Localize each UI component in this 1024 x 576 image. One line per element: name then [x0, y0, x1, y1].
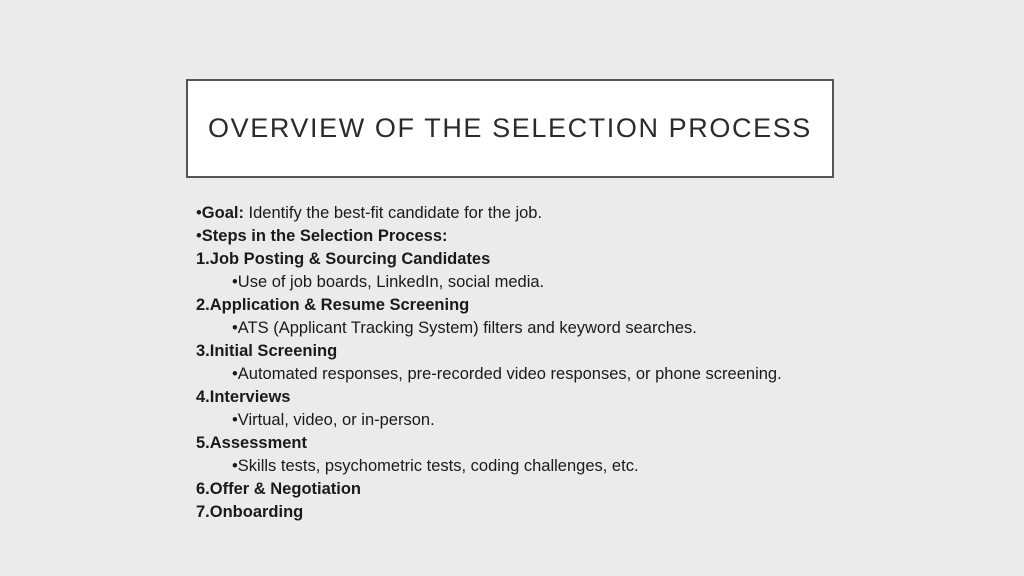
- step-title: Initial Screening: [209, 342, 338, 360]
- step-title: Interviews: [209, 388, 291, 406]
- step-3: [196, 340, 996, 363]
- steps-heading-line: [196, 225, 996, 248]
- bullet: •: [196, 227, 202, 245]
- steps-heading: Steps in the Selection Process:: [201, 227, 448, 245]
- goal-text: Identify the best-fit candidate for the job.: [248, 204, 543, 222]
- step-number: 5.: [196, 434, 210, 452]
- step-number: 7.: [196, 503, 210, 521]
- step-2: [196, 294, 996, 317]
- step-2-detail: •ATS (Applicant Tracking System) filters and keyword searches.: [232, 319, 697, 337]
- step-5-detail: •Skills tests, psychometric tests, coding challenges, etc.: [232, 457, 639, 475]
- goal-line: [196, 202, 996, 225]
- step-5: [196, 432, 996, 455]
- step-4-detail: •Virtual, video, or in-person.: [232, 411, 435, 429]
- step-1-detail: •Use of job boards, LinkedIn, social media.: [232, 273, 545, 291]
- slide-title-box: [186, 79, 834, 178]
- step-title: Application & Resume Screening: [209, 296, 470, 314]
- step-number: 2.: [196, 296, 210, 314]
- step-7: [196, 501, 996, 524]
- step-1: [196, 248, 996, 271]
- goal-label: Goal:: [201, 204, 244, 222]
- step-6: [196, 478, 996, 501]
- step-number: 1.: [196, 250, 210, 268]
- slide-body: [196, 202, 996, 524]
- step-title: Offer & Negotiation: [209, 480, 362, 498]
- step-title: Onboarding: [209, 503, 304, 521]
- bullet: •: [196, 204, 202, 222]
- step-4: [196, 386, 996, 409]
- step-title: Assessment: [209, 434, 307, 452]
- step-number: 3.: [196, 342, 210, 360]
- step-3-detail: •Automated responses, pre-recorded video responses, or phone screening.: [232, 365, 782, 383]
- step-number: 6.: [196, 480, 210, 498]
- step-title: Job Posting & Sourcing Candidates: [209, 250, 491, 268]
- slide-title: OVERVIEW OF THE SELECTION PROCESS: [208, 113, 812, 143]
- step-number: 4.: [196, 388, 210, 406]
